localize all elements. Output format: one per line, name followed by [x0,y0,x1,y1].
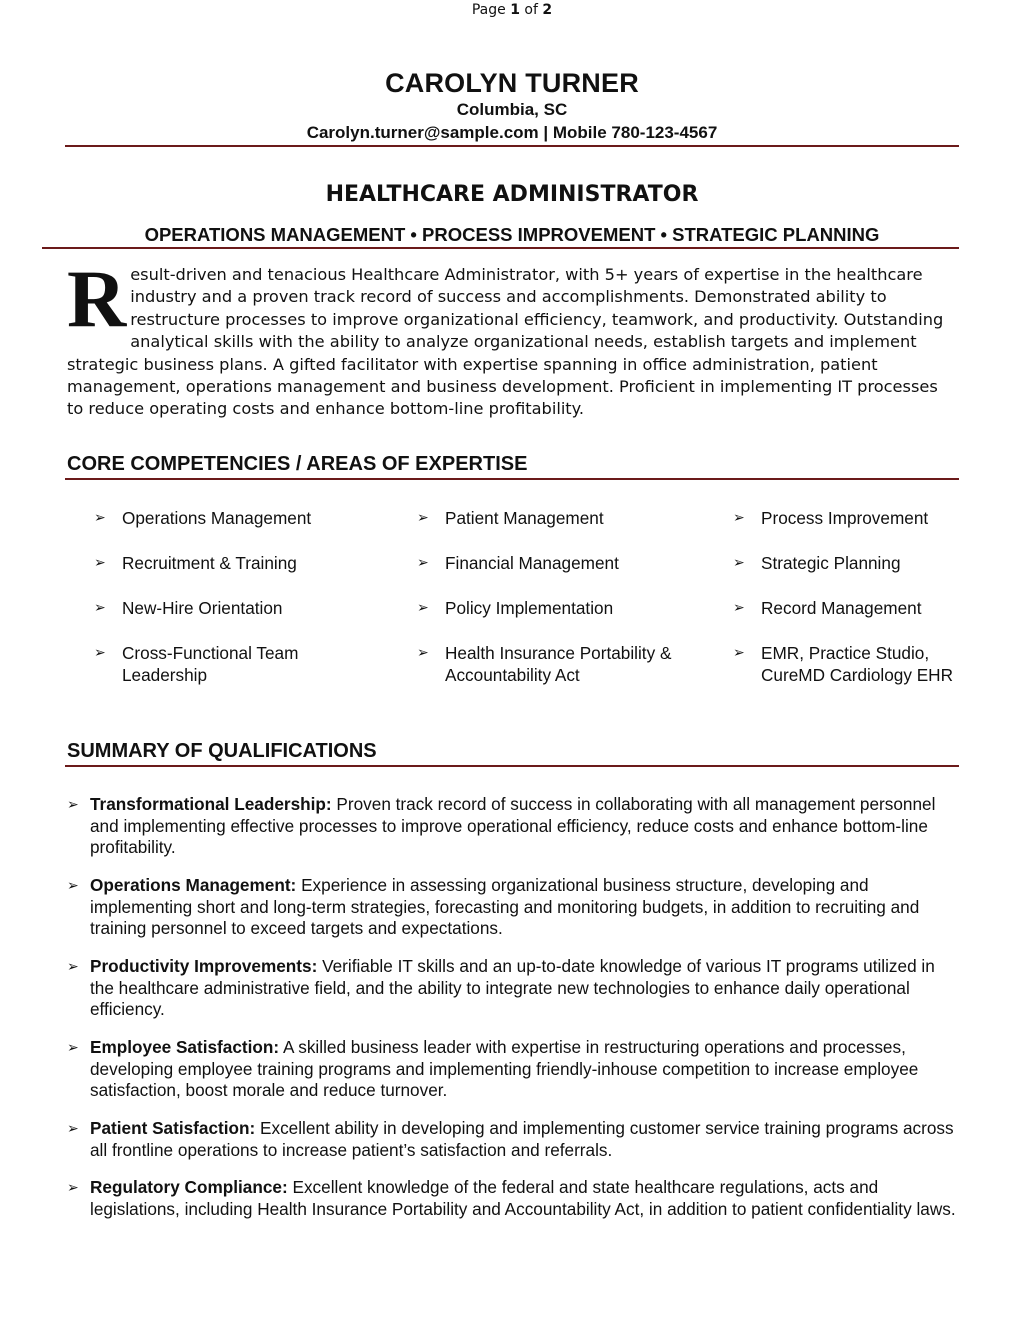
arrowhead-bullet-icon: ➢ [67,1180,79,1196]
competency-label: Strategic Planning [761,553,901,573]
qualification-text: Experience in assessing organizational business structure, developing and implementing short and long-term strategies, forecasting and monitoring budgets, in addition to recruiting and training personnel to exceed targets and expectations. [90,875,920,938]
arrowhead-bullet-icon: ➢ [417,645,429,661]
candidate-name: CAROLYN TURNER [385,68,639,98]
competencies-title: CORE COMPETENCIES / AREAS OF EXPERTISE [67,453,528,475]
arrowhead-bullet-icon: ➢ [417,510,429,526]
competency-item [417,643,677,713]
arrowhead-bullet-icon: ➢ [67,1121,79,1137]
qualification-label: Patient Satisfaction: [90,1118,256,1138]
competencies-divider [65,478,959,480]
candidate-contact: Carolyn.turner@sample.com | Mobile 780-123-4567 [306,123,718,142]
arrowhead-bullet-icon: ➢ [94,510,106,526]
qualification-text: Verifiable IT skills and an up-to-date knowledge of various IT programs utilized in the healthcare administrative field, and the ability to integrate new technologies to enhance daily operational efficiency. [90,956,935,1019]
drop-cap: R [67,253,127,344]
page-number: Page 1 of 2 [471,2,553,18]
qualification-body [90,1118,960,1161]
qualification-body [90,875,960,940]
qualification-text: Excellent ability in developing and implementing customer service training programs across all frontline operations to increase patient’s satisfaction and referrals. [90,1118,954,1160]
arrowhead-bullet-icon: ➢ [67,878,79,894]
candidate-location: Columbia, SC [456,100,568,119]
competency-label: Cross-Functional Team Leadership [122,643,299,685]
competency-label: Recruitment & Training [122,553,297,573]
qualifications-divider [65,765,959,767]
qualification-label: Productivity Improvements: [90,956,318,976]
qualification-label: Transformational Leadership: [90,794,332,814]
arrowhead-bullet-icon: ➢ [94,645,106,661]
arrowhead-bullet-icon: ➢ [67,959,79,975]
competency-label: Record Management [761,598,922,618]
qualification-text: Proven track record of success in collaborating with all management personnel and implementing effective processes to improve operational efficiency, reduce costs and enhance bottom-line profitability. [90,794,936,857]
profile-summary [67,253,957,421]
header-divider [65,145,959,147]
qualification-body [90,794,960,859]
qualifications-title: SUMMARY OF QUALIFICATIONS [67,740,377,762]
arrowhead-bullet-icon: ➢ [67,797,79,813]
qualification-label: Employee Satisfaction: [90,1037,280,1057]
competency-label: Health Insurance Portability & Accountability Act [445,643,672,685]
competency-label: EMR, Practice Studio, CureMD Cardiology EHR [761,643,953,685]
arrowhead-bullet-icon: ➢ [417,600,429,616]
qualification-label: Regulatory Compliance: [90,1177,288,1197]
qualification-label: Operations Management: [90,875,297,895]
arrowhead-bullet-icon: ➢ [733,555,745,571]
competency-label: Process Improvement [761,508,929,528]
competency-label: Policy Implementation [445,598,614,618]
headline-divider [42,247,959,249]
profile-summary-text: esult-driven and tenacious Healthcare Administrator, with 5+ years of expertise in the healthcare industry and a proven track record of success and accomplishments. Demonstrated ability to restructure processes to improve organizational efficiency, teamwork, and productivity. Outstanding analytical skills with the ability to analyze organizational needs, establish targets and implement strategic business plans. A gifted facilitator with expertise spanning in office administration, patient management, operations management and business development. Proficient in implementing IT processes to reduce operating costs and enhance bottom-line profitability. [67,265,944,419]
arrowhead-bullet-icon: ➢ [733,645,745,661]
competency-label: Patient Management [445,508,604,528]
qualification-text: Excellent knowledge of the federal and state healthcare regulations, acts and legislations, including Health Insurance Portability and Accountability Act, in addition to patient confidentiality laws. [90,1177,956,1219]
qualification-text: A skilled business leader with expertise in restructuring operations and processes, developing employee training programs and implementing friendly-inhouse competition to increase employee satisfaction, boost morale and reduce turnover. [90,1037,919,1100]
competency-item [733,643,953,713]
qualification-body [90,956,960,1021]
competency-item [94,643,334,713]
job-headline: HEALTHCARE ADMINISTRATOR [325,182,699,207]
competency-label: New-Hire Orientation [122,598,283,618]
arrowhead-bullet-icon: ➢ [94,600,106,616]
qualification-body [90,1177,960,1220]
arrowhead-bullet-icon: ➢ [94,555,106,571]
qualification-body [90,1037,960,1102]
job-subheadline: OPERATIONS MANAGEMENT • PROCESS IMPROVEMENT • STRATEGIC PLANNING [144,224,880,245]
competency-label: Financial Management [445,553,619,573]
arrowhead-bullet-icon: ➢ [733,600,745,616]
arrowhead-bullet-icon: ➢ [67,1040,79,1056]
arrowhead-bullet-icon: ➢ [417,555,429,571]
competency-label: Operations Management [122,508,312,528]
arrowhead-bullet-icon: ➢ [733,510,745,526]
